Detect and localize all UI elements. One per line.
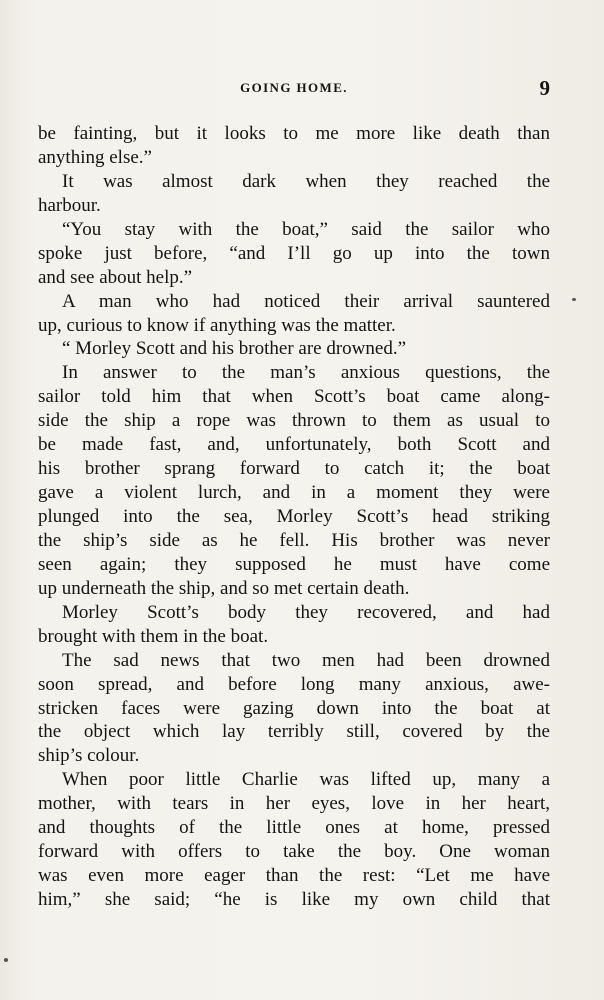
text-line: soon spread, and before long many anxious, awe-: [38, 673, 550, 695]
text-line: “You stay with the boat,” said the sailor who: [62, 218, 550, 240]
text-line: ship’s colour.: [38, 745, 140, 767]
text-line: the ship’s side as he fell. His brother was never: [38, 529, 550, 551]
text-line: When poor little Charlie was lifted up, many a: [62, 769, 550, 791]
text-line: Morley Scott’s body they recovered, and had: [62, 601, 550, 623]
print-speck: [572, 298, 576, 301]
text-line: In answer to the man’s anxious questions, the: [62, 362, 550, 384]
text-line: It was almost dark when they reached the: [62, 170, 550, 192]
text-line: brought with them in the boat.: [38, 625, 269, 647]
text-line: his brother sprang forward to catch it; the boat: [38, 458, 550, 480]
text-line: gave a violent lurch, and in a moment they were: [38, 482, 550, 504]
text-line: mother, with tears in her eyes, love in her heart,: [38, 793, 550, 815]
text-line: be fainting, but it looks to me more like death than: [38, 123, 550, 144]
text-line: up, curious to know if anything was the matter.: [38, 314, 396, 336]
text-line: anything else.”: [38, 146, 152, 168]
text-line: forward with offers to take the boy. One woman: [38, 841, 550, 863]
text-line: him,” she said; “he is like my own child that: [38, 889, 550, 910]
text-line: sailor told him that when Scott’s boat came along-: [38, 386, 550, 408]
text-line: stricken faces were gazing down into the boat at: [38, 697, 550, 719]
text-line: plunged into the sea, Morley Scott’s head striking: [38, 506, 550, 527]
print-speck: [4, 958, 8, 962]
running-head-title: GOING HOME.: [240, 80, 348, 95]
text-line: and see about help.”: [38, 266, 193, 288]
text-line: the object which lay terribly still, covered by the: [38, 721, 550, 743]
page-number: 9: [539, 76, 550, 100]
text-line: side the ship a rope was thrown to them as usual to: [38, 410, 550, 432]
text-line: seen again; they supposed he must have come: [38, 553, 550, 575]
text-line: and thoughts of the little ones at home, pressed: [38, 817, 550, 839]
body-text: [38, 122, 550, 912]
text-line: harbour.: [38, 194, 101, 216]
text-line: be made fast, and, unfortunately, both Scott and: [38, 434, 550, 456]
text-line: The sad news that two men had been drowned: [62, 649, 550, 671]
text-line: “ Morley Scott and his brother are drowned.”: [62, 338, 407, 360]
text-line: was even more eager than the rest: “Let me have: [38, 865, 550, 887]
text-line: spoke just before, “and I’ll go up into the town: [38, 242, 550, 264]
text-line: A man who had noticed their arrival sauntered: [62, 290, 550, 312]
text-line: up underneath the ship, and so met certain death.: [38, 577, 410, 599]
running-head: [38, 76, 550, 104]
